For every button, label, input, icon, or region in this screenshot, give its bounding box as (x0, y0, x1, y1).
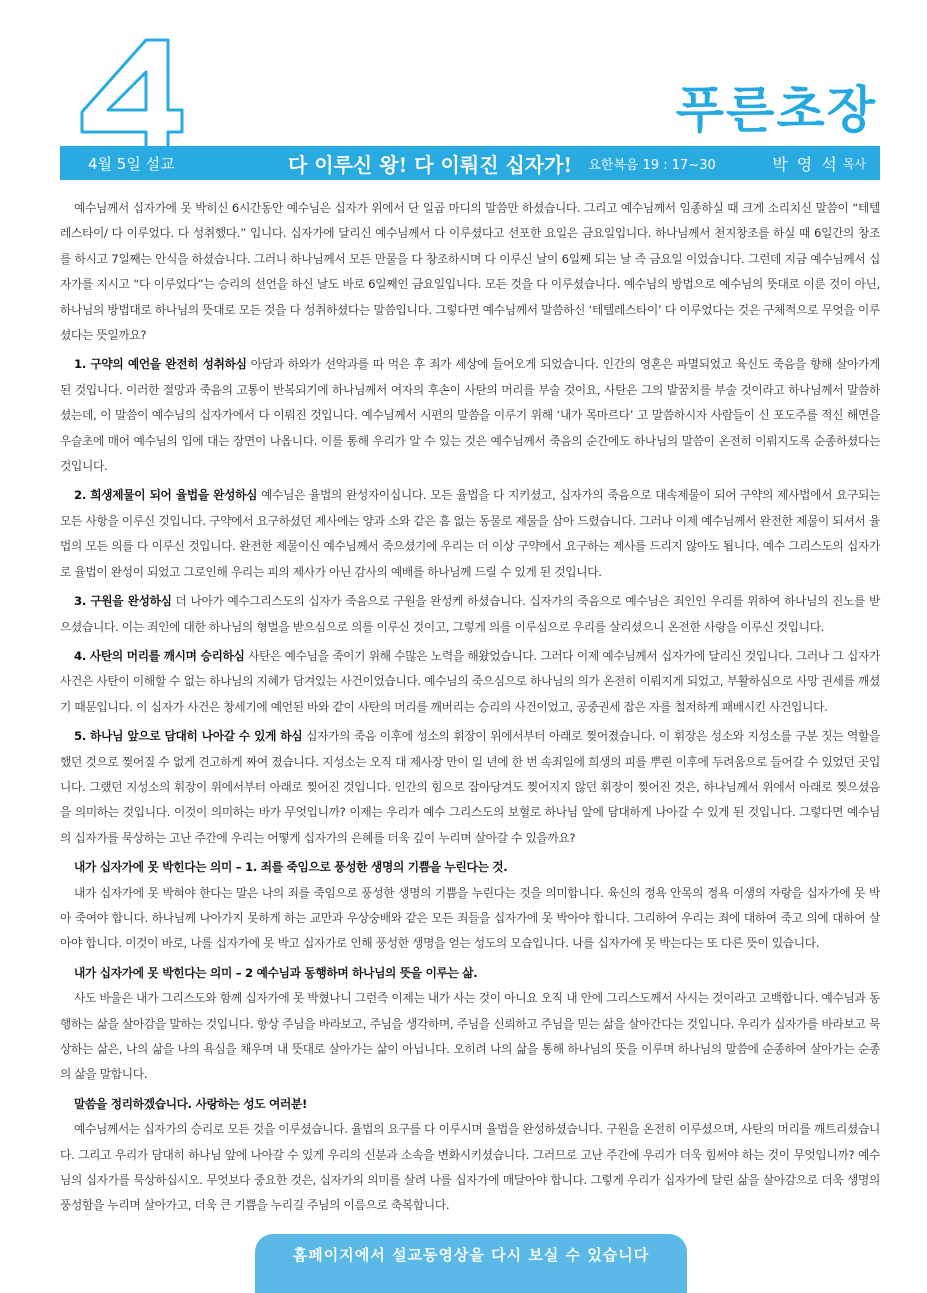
preacher-role: 목사 (842, 156, 866, 171)
video-notice-banner (255, 1234, 687, 1293)
section-paragraph: 사도 바울은 내가 그리스도와 함께 십자가에 못 박혔나니 그런즉 이제는 내가 사는 것이 아니요 오직 내 안에 그리스도께서 사시는 것이라고 고백합니다. 예수님과 동행하는 삶을 살아감을 말하는 것입니다. 항상 주님을 바라보고, 주님을 생각하며, 주님을 신뢰하고 주님을 믿는 삶을 살아간다는 것입니다. 우리가 십자가를 바라보고 묵상하는 삶은, 나의 삶을 나의 욕심을 채우며 내 뜻대로 살아가는 삶이 아닙니다. 오히려 나의 삶을 통해 하나님의 뜻을 이루며 하나님의 말씀에 순종하여 살아가는 순종의 삶을 말합니다. (60, 991, 880, 1082)
section-heading: 말씀을 정리하겠습니다. 사랑하는 성도 여러분! (74, 1096, 308, 1111)
point-paragraph (60, 589, 880, 640)
page-number-graphic (76, 21, 186, 152)
section-paragraph: 내가 십자가에 못 박혀야 한다는 말은 나의 죄를 죽임으로 풍성한 생명의 기쁨을 누린다는 것을 의미합니다. 육신의 정욕 안목의 정욕 이생의 자랑을 십자가에 못 박아 죽여야 합니다. 하나님께 나아가지 못하게 하는 교만과 우상숭배와 같은 모든 죄들을 십자가에 못 박아야 합니다. 그리하여 우리는 죄에 대하여 죽고 의에 대하여 살아야 합니다. 이것이 바로, 나를 십자가에 못 박고 십자가로 인해 풍성한 생명을 얻는 성도의 모습입니다. 나를 십자가에 못 박는다는 또 다른 뜻이 있습니다. (60, 885, 880, 951)
point-paragraph (60, 644, 880, 720)
point-text: 사탄은 예수님을 죽이기 위해 수많은 노력을 해왔었습니다. 그러다 이제 예수님께서 십자가에 달리신 것입니다. 그러나 그 십자가 사건은 사탄이 이해할 수 없는 하나님의 지혜가 담겨있는 사건이었습니다. 예수님의 죽으심으로 하나님의 의가 온전히 이뤄지게 되었고, 부활하심으로 사망 권세를 깨셨기 때문입니다. 이 십자가 사건은 창세기에 예언된 바와 같이 사탄의 머리를 깨버리는 승리의 사건이었고, 공중권세 잡은 자를 철저하게 패배시킨 사건입니다. (60, 648, 880, 714)
sermon-body (60, 196, 880, 1219)
point-heading: 2. 희생제물이 되어 율법을 완성하심 (74, 488, 258, 503)
page-number-text: 4 (76, 21, 87, 40)
sermon-date: 4월 5일 설교 (88, 154, 175, 173)
intro-paragraph: 예수님께서 십자가에 못 박히신 6시간동안 예수님은 십자가 위에서 단 일곱 마디의 말씀만 하셨습니다. 그리고 예수님께서 임종하실 때 크게 소리치신 말씀이 “테텔레스타이/ 다 이루었다. 다 성취했다.” 입니다. 십자가에 달리신 예수님께서 다 이루셨다고 선포한 요일은 금요일입니다. 하나님께서 천지창조를 하실 때 6일간의 창조를 하시고 7일째는 안식을 하셨습니다. 그러니 하나님께서 모든 만물을 다 창조하시며 다 이루신 날이 6일째 되는 날 즉 금요일 이었습니다. 그런데 지금 예수님께서 십자가를 지시고 “다 이루었다”는 승리의 선언을 하신 날도 바로 6일째인 금요일입니다. 모든 것을 다 이루셨습니다. 예수님의 방법으로 예수님의 뜻대로 이룬 것이 아닌, 하나님의 방법대로 하나님의 뜻대로 모든 것을 다 성취하셨다는 말씀입니다. 그렇다면 예수님께서 말씀하신 ‘테텔레스타이’ 다 이루었다는 것은 구체적으로 무엇을 이루셨다는 뜻일까요? (60, 201, 880, 343)
point-text: 십자가의 죽음 이후에 성소의 휘장이 위에서부터 아래로 찢어졌습니다. 이 휘장은 성소와 지성소를 구분 짓는 역할을 했던 것으로 찢어질 수 없게 견고하게 짜여 졌습니다. 지성소는 오직 대 제사장 만이 일 년에 한 번 속죄일에 희생의 피를 뿌린 이후에 두려움으로 들어갈 수 있었던 곳입니다. 그랬던 지성소의 휘장이 위에서부터 아래로 찢어진 것입니다. 인간의 힘으로 잡아당겨도 찢어지지 않던 휘장이 찢어진 것은, 하나님께서 위에서 아래로 찢으셨음을 의미하는 것입니다. 이것이 의미하는 바가 무엇입니까? 이제는 우리가 예수 그리스도의 보혈로 하나님 앞에 담대하게 나아갈 수 있게 된 것입니다. 그렇다면 예수님의 십자가를 묵상하는 고난 주간에 우리는 어떻게 십자가의 은혜를 더욱 깊이 누리며 살아갈 수 있을까요? (60, 729, 880, 845)
page-number (76, 21, 186, 152)
point-text: 더 나아가 예수그리스도의 십자가 죽음으로 구원을 완성케 하셨습니다. 십자가의 죽음으로 예수님은 죄인인 우리를 위하여 하나님의 진노를 받으셨습니다. 이는 죄인에 대한 하나님의 형벌을 받으심으로 의를 이루신 것이고, 그렇게 의를 이루심으로 우리를 살리셨으니 온전한 사랑을 이루신 것입니다. (60, 594, 880, 634)
preacher-name: 박 영 석 (772, 154, 839, 174)
point-heading: 3. 구원을 완성하심 (74, 594, 172, 609)
section-heading: 내가 십자가에 못 박힌다는 의미 – 1. 죄를 죽임으로 풍성한 생명의 기쁨을 누린다는 것. (74, 860, 508, 875)
point-heading: 4. 사탄의 머리를 깨시며 승리하심 (74, 648, 245, 663)
point-paragraph (60, 352, 880, 479)
video-notice-text: 홈페이지에서 설교동영상을 다시 보실 수 있습니다 (292, 1246, 650, 1264)
scripture-reference: 요한복음 19 : 17~30 (588, 157, 716, 173)
point-paragraph (60, 724, 880, 851)
point-heading: 1. 구약의 예언을 완전히 성취하심 (74, 357, 247, 372)
point-text: 예수님은 율법의 완성자이십니다. 모든 율법을 다 지키셨고, 십자가의 죽음으로 대속제물이 되어 구약의 제사법에서 요구되는 모든 사항을 이루신 것입니다. 구약에서 요구하셨던 제사에는 양과 소와 같은 흠 없는 동물로 제물을 삼아 드렸습니다. 그러나 이제 예수님께서 완전한 제물이 되셔서 율법의 모든 의를 다 이루신 것입니다. 완전한 제물이신 예수님께서 죽으셨기에 우리는 더 이상 구약에서 요구하는 제사를 드리지 않아도 됩니다. 예수 그리스도의 십자가로 율법이 완성이 되었고 그로인해 우리는 피의 제사가 아닌 감사의 예배를 하나님께 드릴 수 있게 된 것입니다. (60, 488, 880, 579)
point-heading: 5. 하나님 앞으로 담대히 나아갈 수 있게 하심 (74, 729, 303, 744)
point-text: 아담과 하와가 선악과를 따 먹은 후 죄가 세상에 들어오게 되었습니다. 인간의 영혼은 파멸되었고 육신도 죽음을 향해 살아가게 된 것입니다. 이러한 절망과 죽음의 고통이 반복되기에 하나님께서 여자의 후손이 사탄의 머리를 부술 것이요, 사탄은 그의 발꿈치를 부술 것이라고 하나님께서 말씀하셨는데, 이 말씀이 예수님의 십자가에서 다 이뤄진 것입니다. 예수님께서 시편의 말씀을 이루기 위해 ‘내가 목마르다’ 고 말씀하시자 사람들이 신 포도주를 적신 해면을 우슬초에 매어 예수님의 입에 대는 장면이 나옵니다. 이를 통해 우리가 알 수 있는 것은 예수님께서 죽음의 순간에도 하나님의 말씀이 온전히 이뤄지도록 순종하셨다는 것입니다. (60, 357, 880, 474)
point-paragraph (60, 483, 880, 585)
section-heading: 내가 십자가에 못 박힌다는 의미 – 2 예수님과 동행하며 하나님의 뜻을 이루는 삶. (74, 965, 478, 980)
section-paragraph: 예수님께서는 십자가의 승리로 모든 것을 이루셨습니다. 율법의 요구를 다 이루시며 율법을 완성하셨습니다. 구원을 온전히 이루셨으며, 사탄의 머리를 깨트리셨습니다. 그리고 우리가 담대히 하나님 앞에 나아갈 수 있게 우리의 신분과 소속을 변화시키셨습니다. 그러므로 고난 주간에 우리가 더욱 힘써야 하는 것이 무엇입니까? 예수님의 십자가를 묵상하십시오. 무엇보다 중요한 것은, 십자가의 의미를 살려 나를 십자가에 매달아야 합니다. 그렇게 우리가 십자가에 달린 삶을 살아감으로 더욱 생명의 풍성함을 누리며 살아가고, 더욱 큰 기쁨을 누리길 주님의 이름으로 축복합니다. (60, 1122, 880, 1213)
title-bar (60, 146, 880, 180)
sermon-title: 다 이루신 왕! 다 이뤄진 십자가! (288, 152, 573, 177)
section-title: 푸른초장 (675, 81, 877, 139)
